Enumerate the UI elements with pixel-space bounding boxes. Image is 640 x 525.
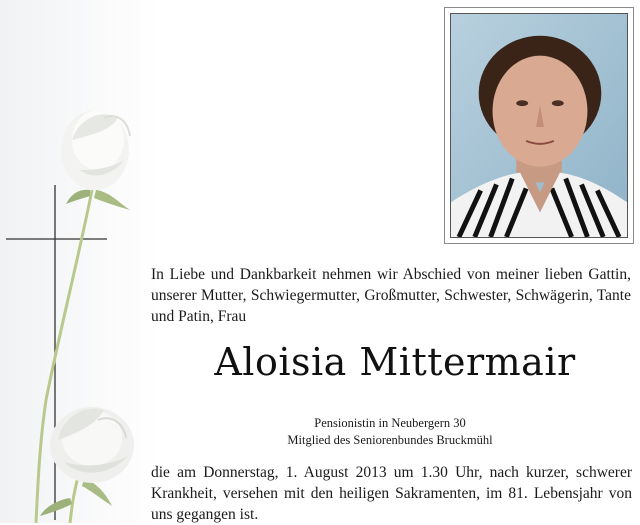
rose-bloom-lower [50, 407, 134, 483]
details-line-2: Mitglied des Seniorenbundes Bruckmühl [287, 433, 493, 447]
rose-sepal-right [94, 190, 130, 210]
rose-cross-decoration [0, 0, 150, 523]
intro-line-2: unserer Mutter, Schwiegermutter, Großmutter, Schwester, Schwägerin, Tante [151, 287, 631, 304]
intro-line-3: und Patin, Frau [151, 308, 247, 325]
deceased-name: Aloisia Mittermair [214, 340, 576, 384]
rose-sepal-left [66, 190, 90, 204]
details-line-1: Pensionistin in Neubergern 30 [314, 416, 466, 430]
intro-text [151, 264, 631, 327]
details-text [250, 415, 530, 449]
rose-bloom-upper [61, 110, 130, 190]
portrait-photo [450, 13, 628, 238]
outro-line-2: Krankheit, versehen mit den heiligen Sakramenten, im 81. Lebensjahr von [151, 485, 632, 502]
intro-line-1: In Liebe und Dankbarkeit nehmen wir Abschied von meiner lieben Gattin, [151, 266, 631, 283]
outro-line-1: die am Donnerstag, 1. August 2013 um 1.30 Uhr, nach kurzer, schwerer [151, 464, 632, 481]
portrait-frame [444, 7, 634, 244]
outro-line-3: uns gegangen ist. [151, 506, 259, 523]
rose-leaf-lower [40, 498, 72, 516]
outro-text [151, 462, 632, 525]
portrait-image [451, 14, 627, 237]
